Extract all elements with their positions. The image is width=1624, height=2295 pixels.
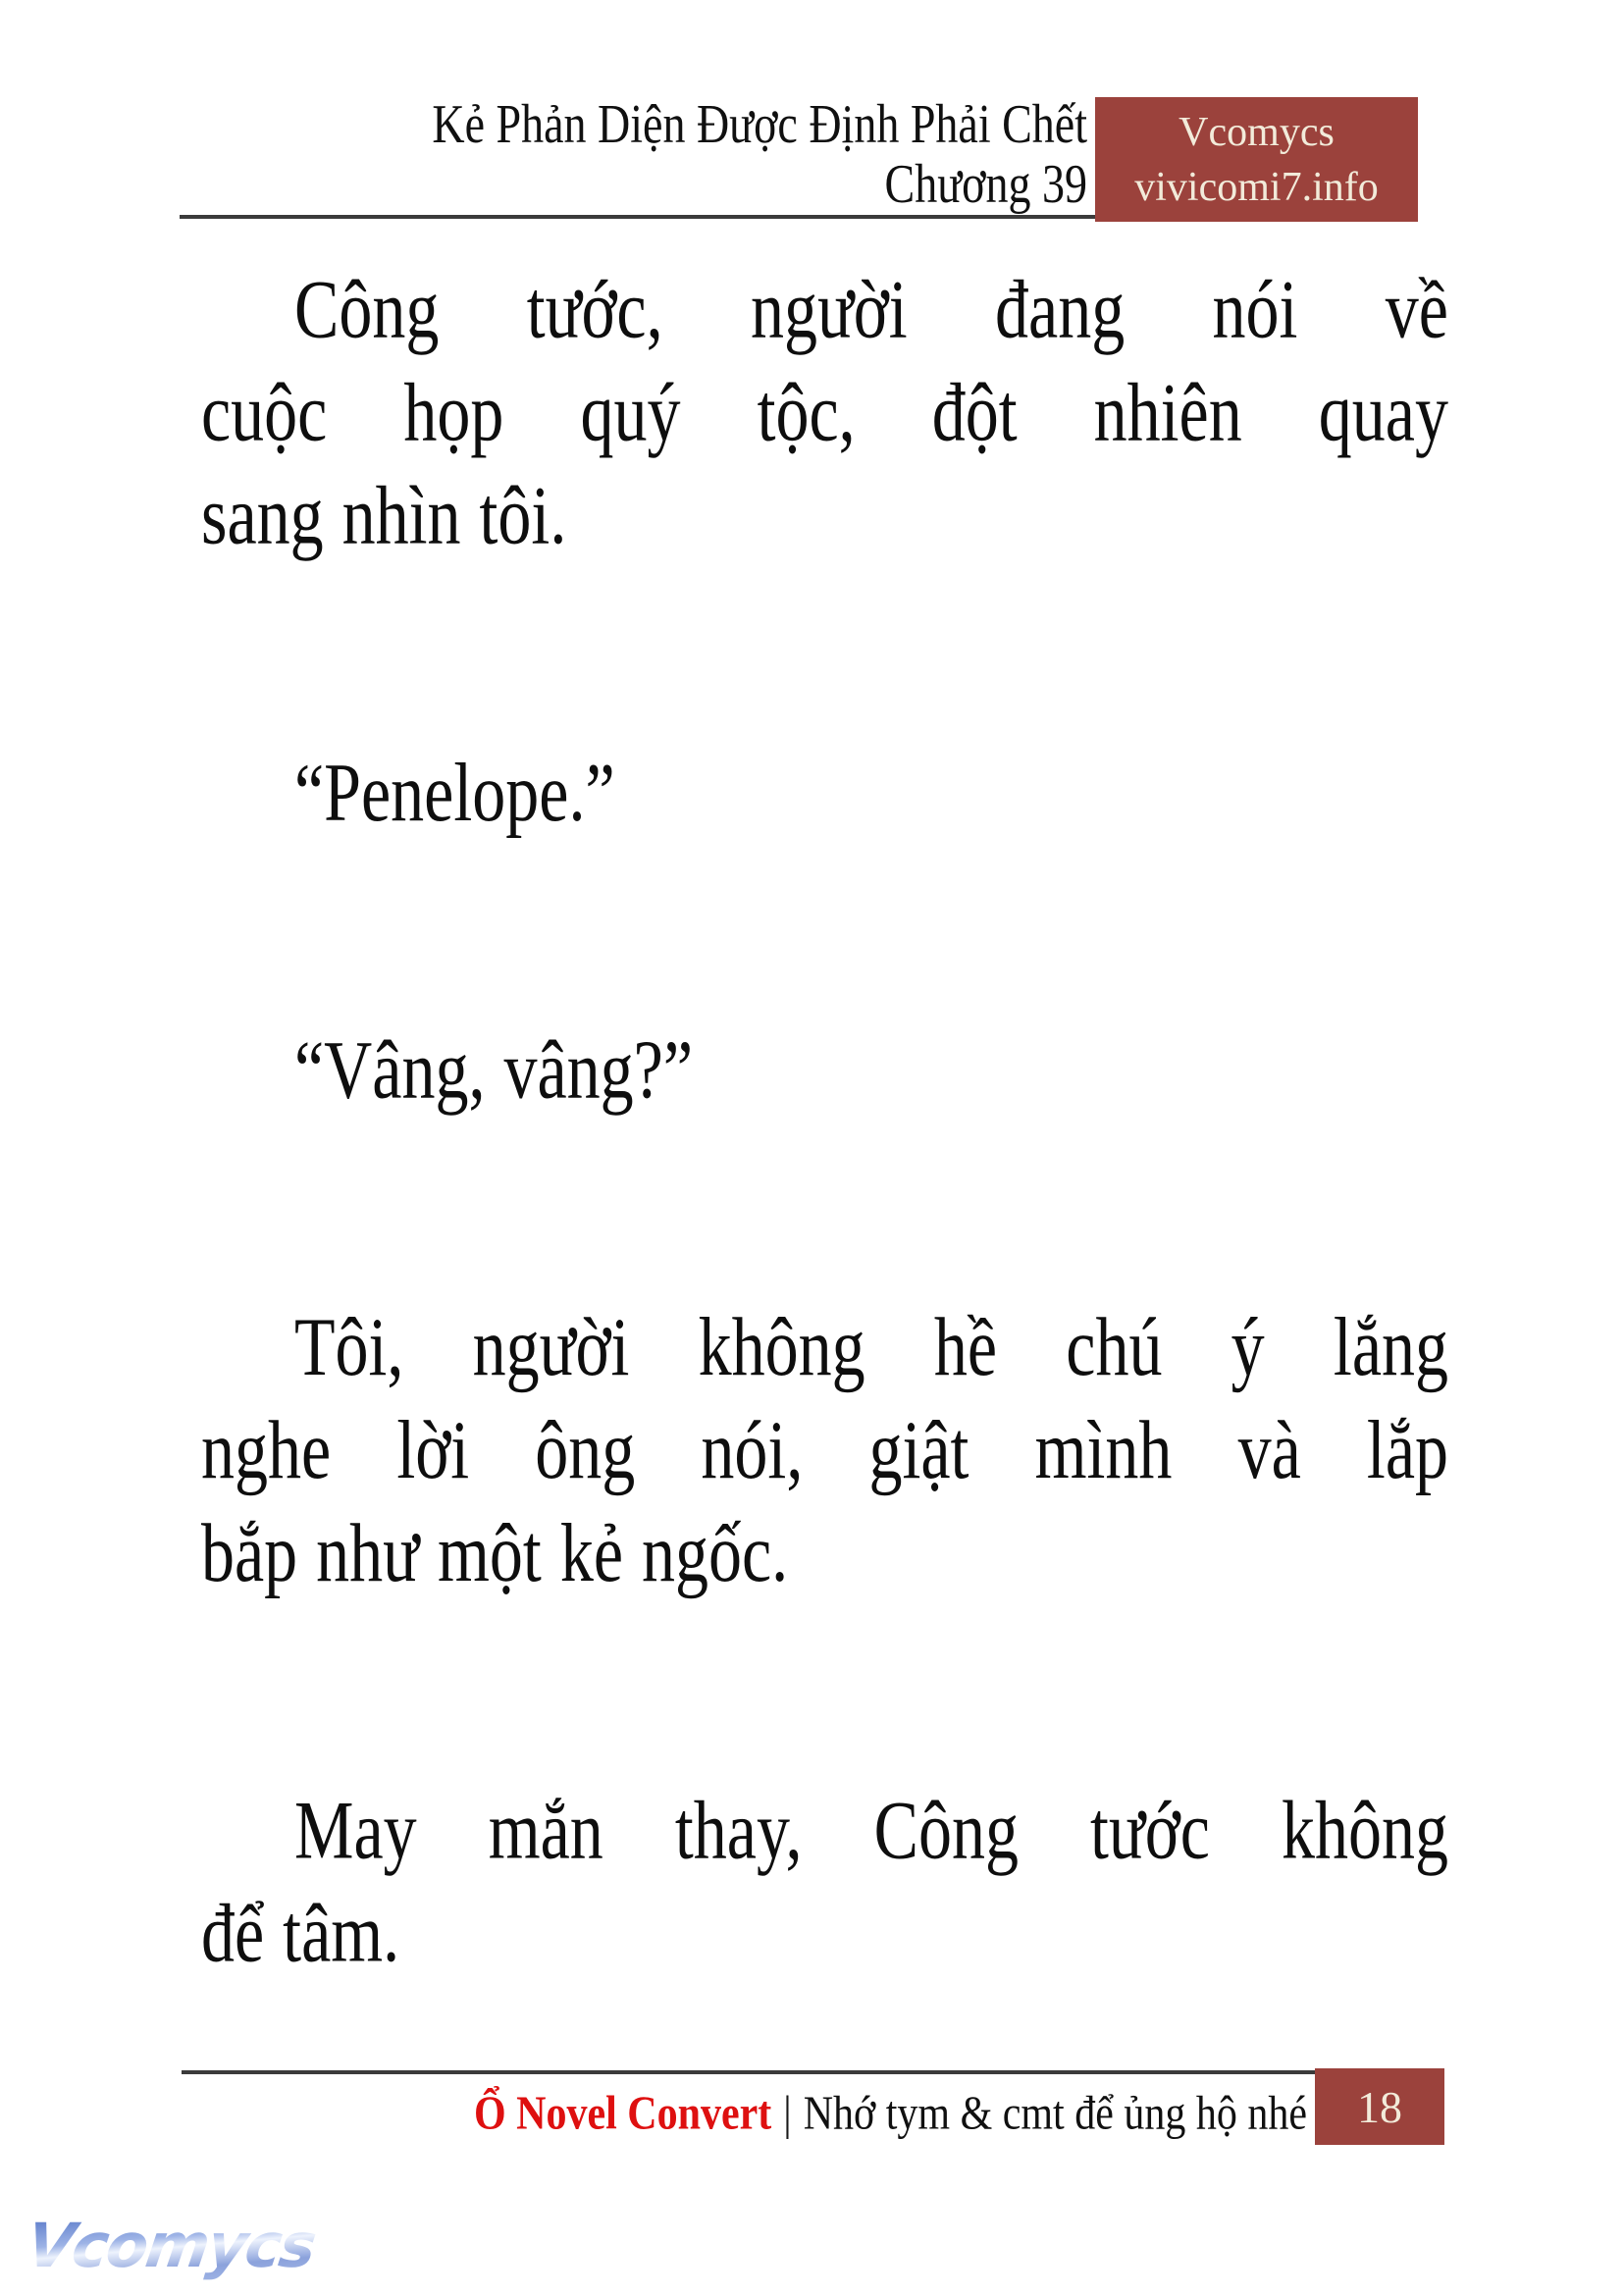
book-title: Kẻ Phản Diện Được Định Phải Chết bbox=[432, 92, 1087, 154]
paragraph bbox=[201, 1017, 1448, 1121]
chapter-body bbox=[201, 257, 1448, 1984]
paragraph bbox=[201, 257, 1448, 566]
footer-brand: Ổ Novel Convert bbox=[473, 2087, 772, 2140]
paragraph-line: sang nhìn tôi. bbox=[201, 468, 567, 561]
paragraph bbox=[201, 1778, 1448, 1984]
translator-badge bbox=[1095, 97, 1418, 222]
translator-name: Vcomycs bbox=[1179, 109, 1335, 155]
header-title-block bbox=[180, 94, 1087, 214]
paragraph-line: để tâm. bbox=[201, 1886, 400, 1979]
paragraph bbox=[201, 741, 1448, 844]
translator-site-url: vivicomi7.info bbox=[1134, 164, 1379, 210]
paragraph-line: nghe lời ông nói, giật mình và lắp bbox=[201, 1402, 1448, 1496]
paragraph-line: cuộc họp quý tộc, đột nhiên quay bbox=[201, 365, 1448, 458]
paragraph-line: May mắn thay, Công tước không bbox=[294, 1783, 1448, 1876]
footer-credit bbox=[474, 2081, 1307, 2147]
footer-separator: | bbox=[783, 2087, 792, 2140]
vcomycs-watermark-logo: Vcomycs bbox=[22, 2210, 320, 2281]
paragraph-line: bắp như một kẻ ngốc. bbox=[201, 1505, 789, 1599]
paragraph-line: Công tước, người đang nói về bbox=[294, 262, 1448, 355]
paragraph-line: “Vâng, vâng?” bbox=[294, 1022, 694, 1116]
chapter-number: Chương 39 bbox=[884, 152, 1087, 214]
paragraph-line: Tôi, người không hề chú ý lắng bbox=[294, 1299, 1448, 1393]
paragraph-line: “Penelope.” bbox=[294, 745, 615, 839]
footer-note: Nhớ tym & cmt để ủng hộ nhé bbox=[803, 2087, 1307, 2140]
page-number-badge: 18 bbox=[1315, 2068, 1444, 2145]
footer-divider bbox=[182, 2070, 1315, 2074]
paragraph bbox=[201, 1295, 1448, 1604]
